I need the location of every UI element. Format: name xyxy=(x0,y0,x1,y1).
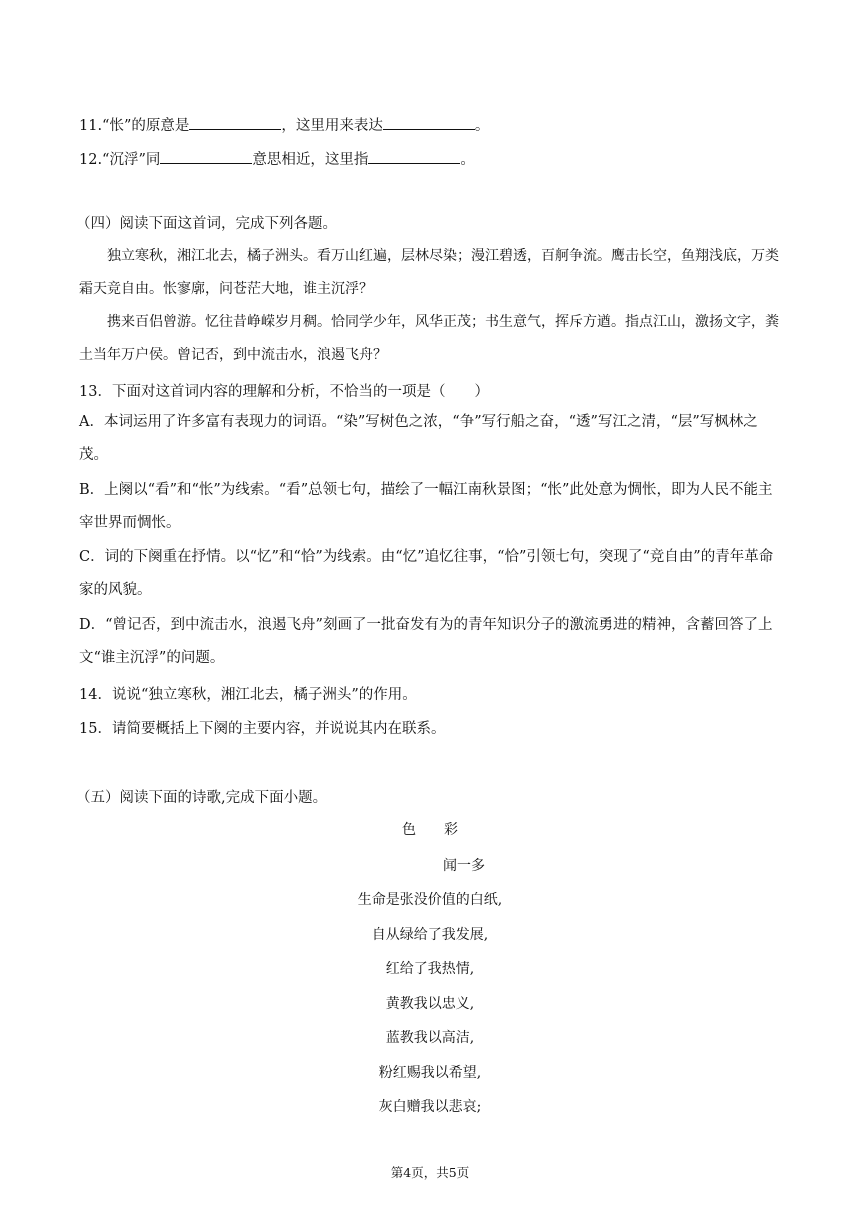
option-a[interactable]: A．本词运用了许多富有表现力的词语。“染”写树色之浓，“争”写行船之奋，“透”写江之清，“层”写枫林之茂。 xyxy=(79,414,758,463)
option-c[interactable]: C．词的下阕重在抒情。以“忆”和“恰”为线索。由“忆”追忆往事，“恰”引领七句，突现了“竞自由”的青年革命家的风貌。 xyxy=(79,549,774,598)
q12-middle: 意思相近，这里指 xyxy=(252,152,369,168)
page-number: 第4页，共5页 xyxy=(390,1165,470,1180)
answer-blank[interactable] xyxy=(189,114,281,130)
poem-line: 粉红赐我以希望, xyxy=(378,1065,482,1081)
poem-title: 色 彩 xyxy=(402,822,458,838)
poem-line: 蓝教我以高洁, xyxy=(385,1030,475,1046)
answer-blank[interactable] xyxy=(383,114,475,130)
q11-prefix: 11.“怅”的原意是 xyxy=(79,118,190,134)
q12-prefix: 12.“沉浮”同 xyxy=(79,152,161,168)
poem-stanza-1: 独立寒秋，湘江北去，橘子洲头。看万山红遍，层林尽染；漫江碧透，百舸争流。鹰击长空，鱼翔浅底，万类霜天竞自由。怅寥廓，问苍茫大地，谁主沉浮？ xyxy=(79,248,779,297)
question-13: 13．下面对这首词内容的理解和分析，不恰当的一项是（ ） xyxy=(79,384,489,400)
answer-blank[interactable] xyxy=(368,148,460,164)
option-d[interactable]: D．“曾记否，到中流击水，浪遏飞舟”刻画了一批奋发有为的青年知识分子的激流勇进的精神，含蓄回答了上文“谁主沉浮”的问题。 xyxy=(79,617,773,666)
question-12 xyxy=(79,148,475,170)
poem-line: 灰白赠我以悲哀; xyxy=(378,1099,482,1115)
q11-middle: ，这里用来表达 xyxy=(281,118,383,134)
question-14: 14．说说“独立寒秋，湘江北去，橘子洲头”的作用。 xyxy=(79,687,417,703)
answer-blank[interactable] xyxy=(160,148,252,164)
question-11 xyxy=(79,114,489,136)
section-4-heading: （四）阅读下面这首词，完成下列各题。 xyxy=(76,216,337,232)
poem-line: 黄教我以忠义, xyxy=(385,996,475,1012)
poem-line: 自从绿给了我发展, xyxy=(371,927,489,943)
poem-line: 红给了我热情, xyxy=(385,961,475,977)
q11-suffix: 。 xyxy=(474,118,490,134)
poem-stanza-2: 携来百侣曾游。忆往昔峥嵘岁月稠。恰同学少年，风华正茂；书生意气，挥斥方遒。指点江山，激扬文字，粪土当年万户侯。曾记否，到中流击水，浪遏飞舟？ xyxy=(79,314,779,363)
poem-author: 闻一多 xyxy=(443,858,485,874)
poem-line: 生命是张没价值的白纸, xyxy=(357,892,503,908)
section-5-heading: （五）阅读下面的诗歌,完成下面小题。 xyxy=(76,790,328,806)
option-b[interactable]: B．上阕以“看”和“怅”为线索。“看”总领七句，描绘了一幅江南秋景图；“怅”此处意为惆怅，即为人民不能主宰世界而惆怅。 xyxy=(79,482,773,531)
q12-suffix: 。 xyxy=(460,152,475,168)
question-15: 15．请简要概括上下阕的主要内容，并说说其内在联系。 xyxy=(79,721,446,737)
